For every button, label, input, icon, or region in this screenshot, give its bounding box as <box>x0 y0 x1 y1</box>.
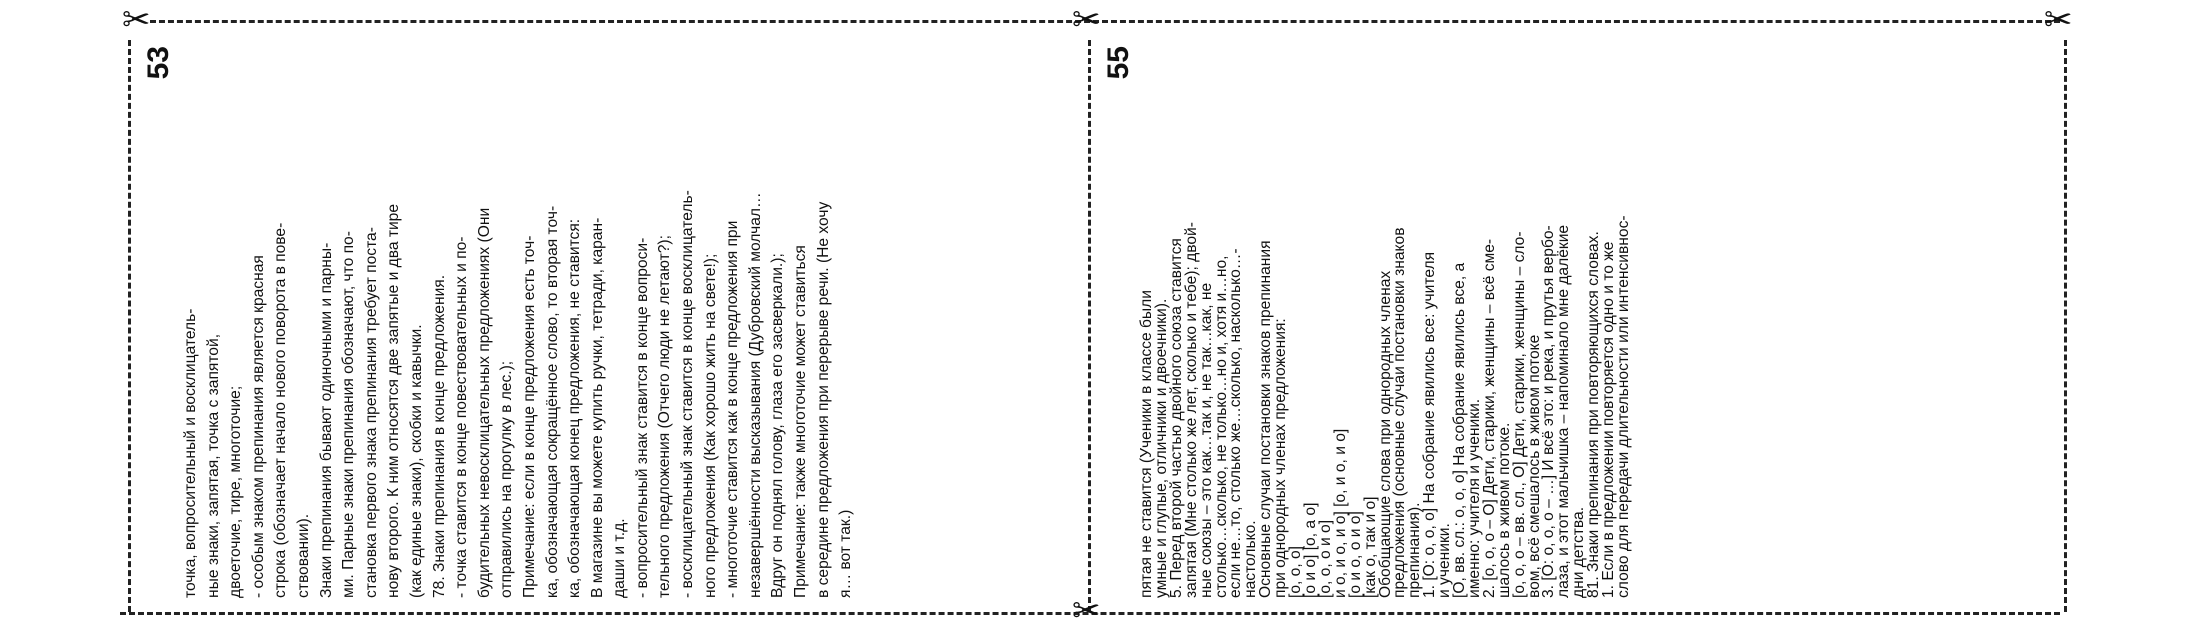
text-line: ка, обозначающая конец предложения, не ставится: <box>566 218 584 598</box>
page-55 <box>1100 36 1660 604</box>
left-cut-line <box>128 40 131 612</box>
text-line: в середине предложения при перерыве речи. (Не хочу <box>814 201 832 598</box>
page-53 <box>140 36 855 604</box>
text-line: если не…то, столько же…сколько, насколько…- <box>1227 248 1245 598</box>
text-line: Основные случаи постановки знаков препинания <box>1257 240 1275 598</box>
text-line: ствовании). <box>294 513 312 598</box>
scissors-icon-top-right: ✂ <box>2044 0 2073 40</box>
text-line: настолько. <box>1242 520 1260 598</box>
text-line: двоеточие, тире, многоточие; <box>227 385 245 598</box>
text-line: [о, о, о и о] <box>1316 519 1334 598</box>
text-line: [О, вв. сл.: о, о, о] На собрание явились все, а <box>1451 262 1469 598</box>
page-header <box>1100 36 1140 604</box>
text-line: В магазине вы можете купить ручки, тетради, каран- <box>588 217 606 598</box>
text-line: вом, всё смешалось в живом потоке <box>1525 334 1543 598</box>
text-line: ного предложения (Как хорошо жить на свете!); <box>701 253 719 598</box>
middle-cut-line <box>1088 40 1091 612</box>
page-text <box>180 36 858 604</box>
page-number: 53 <box>142 46 175 80</box>
text-line: строка (обозначает начало нового поворота в пове- <box>272 222 290 598</box>
text-line: ные союзы – это как…так и, не так…как, не <box>1197 282 1215 598</box>
text-line: и ученики. <box>1436 523 1454 598</box>
text-line: ные знаки, запятая, точка с запятой, <box>204 333 222 598</box>
text-line: Обобщающие слова при однородных членах <box>1376 270 1394 598</box>
text-line: нову второго. К ним относятся две запятые и два тире <box>385 203 403 598</box>
text-line: даши и т.д. <box>611 518 629 598</box>
text-line: - многоточие ставится как в конце предложения при <box>724 220 742 598</box>
text-line: лаза, и этот мальчишка – напоминало мне далёкие <box>1555 224 1573 598</box>
page-number: 55 <box>1102 46 1135 80</box>
text-line: (как единые знаки), скобки и кавычки. <box>407 324 425 598</box>
text-line: [о и о] [о, а о] <box>1301 502 1319 598</box>
text-line: Знаки препинания бывают одиночными и парны- <box>317 242 335 598</box>
text-line: предложения (основные случаи постановки знаков <box>1391 227 1409 598</box>
text-line: я… вот так.) <box>837 509 855 598</box>
text-line: тельного предложения (Отчего люди не летают?); <box>656 235 674 598</box>
text-line: 5. Перед второй частью двойного союза ставится <box>1167 238 1185 598</box>
text-line: именно: учителя и ученики. <box>1465 398 1483 598</box>
text-line: - особым знаком препинания является красная <box>249 255 267 598</box>
scissors-icon-top-middle: ✂ <box>1072 0 1101 40</box>
text-line: ка, обозначающая сокращённое слово, то вторая точ- <box>543 205 561 598</box>
text-line: 2. [о, о, о – О] Дети, старики, женщины – всё сме- <box>1480 238 1498 598</box>
text-line: умные и глупые, отличники и двоечники). <box>1152 298 1170 598</box>
text-line: и о, и о, и о] [о, и о, и о] <box>1331 428 1349 598</box>
text-line: незавершённости высказывания (Дубровский молчал… <box>746 192 764 598</box>
text-line: Примечание: если в конце предложения есть точ- <box>520 235 538 598</box>
text-line: [о, о, о] <box>1287 545 1305 598</box>
text-line: дни детства. <box>1570 506 1588 598</box>
text-line: пятая не ставится (Ученики в классе были <box>1138 290 1155 598</box>
page-53-panel <box>140 36 855 604</box>
text-line: - вопросительный знак ставится в конце вопроси- <box>633 237 651 598</box>
text-line: слово для передачи длительности или интенсивнос- <box>1615 215 1632 598</box>
text-line: [о и о, о и о] <box>1346 511 1364 598</box>
text-line: - восклицательный знак ставится в конце восклицатель- <box>679 190 697 598</box>
text-line: при однородных членах предложения: <box>1272 318 1290 598</box>
page-header <box>140 36 180 604</box>
text-line: запятая (Мне столько же лет, сколько и тебе); двой- <box>1182 222 1200 598</box>
text-line: становка первого знака препинания требует поста- <box>362 227 380 598</box>
text-line: препинания). <box>1406 502 1424 598</box>
text-line: [о, о, о – вв. сл., О] Дети, старики, женщины – сло- <box>1510 231 1528 598</box>
page-55-panel <box>1100 36 1660 604</box>
text-line: столько…сколько, не только…но и, хотя и…но, <box>1212 255 1230 598</box>
text-line: шалось в живом потоке. <box>1495 422 1513 598</box>
scissors-icon-top-left: ✂ <box>122 0 151 40</box>
text-line: 3. [О: о, о, о – …] И всё это: и река, и прутья вербо- <box>1540 225 1558 598</box>
text-line: 1. [О: о, о, о] На собрание явились все: учителя <box>1421 251 1439 598</box>
page-text <box>1140 36 1632 604</box>
text-line: ми. Парные знаки препинания обозначают, что по- <box>340 231 358 598</box>
text-line: 78. Знаки препинания в конце предложения. <box>430 274 448 598</box>
scissors-icon-bottom-middle: ✂ <box>1072 591 1101 631</box>
right-cut-line <box>2064 40 2067 612</box>
text-line: - точка ставится в конце повествовательных и по- <box>453 236 471 598</box>
text-line: Примечание: также многоточие может ставиться <box>792 245 810 598</box>
text-line: 81. Знаки препинания при повторяющихся словах. <box>1585 231 1603 598</box>
top-cut-line <box>150 20 2060 23</box>
text-line: Вдруг он поднял голову, глаза его засверкали.); <box>769 253 787 598</box>
text-line: точка, вопросительный и восклицатель- <box>182 308 199 598</box>
text-line: [как о, так и о] <box>1361 496 1379 598</box>
text-line: 1. Если в предложении повторяется одно и то же <box>1600 241 1618 598</box>
text-line: будительных невосклицательных предложениях (Они <box>475 207 493 598</box>
text-line: отправились на прогулку в лес.); <box>498 360 516 598</box>
